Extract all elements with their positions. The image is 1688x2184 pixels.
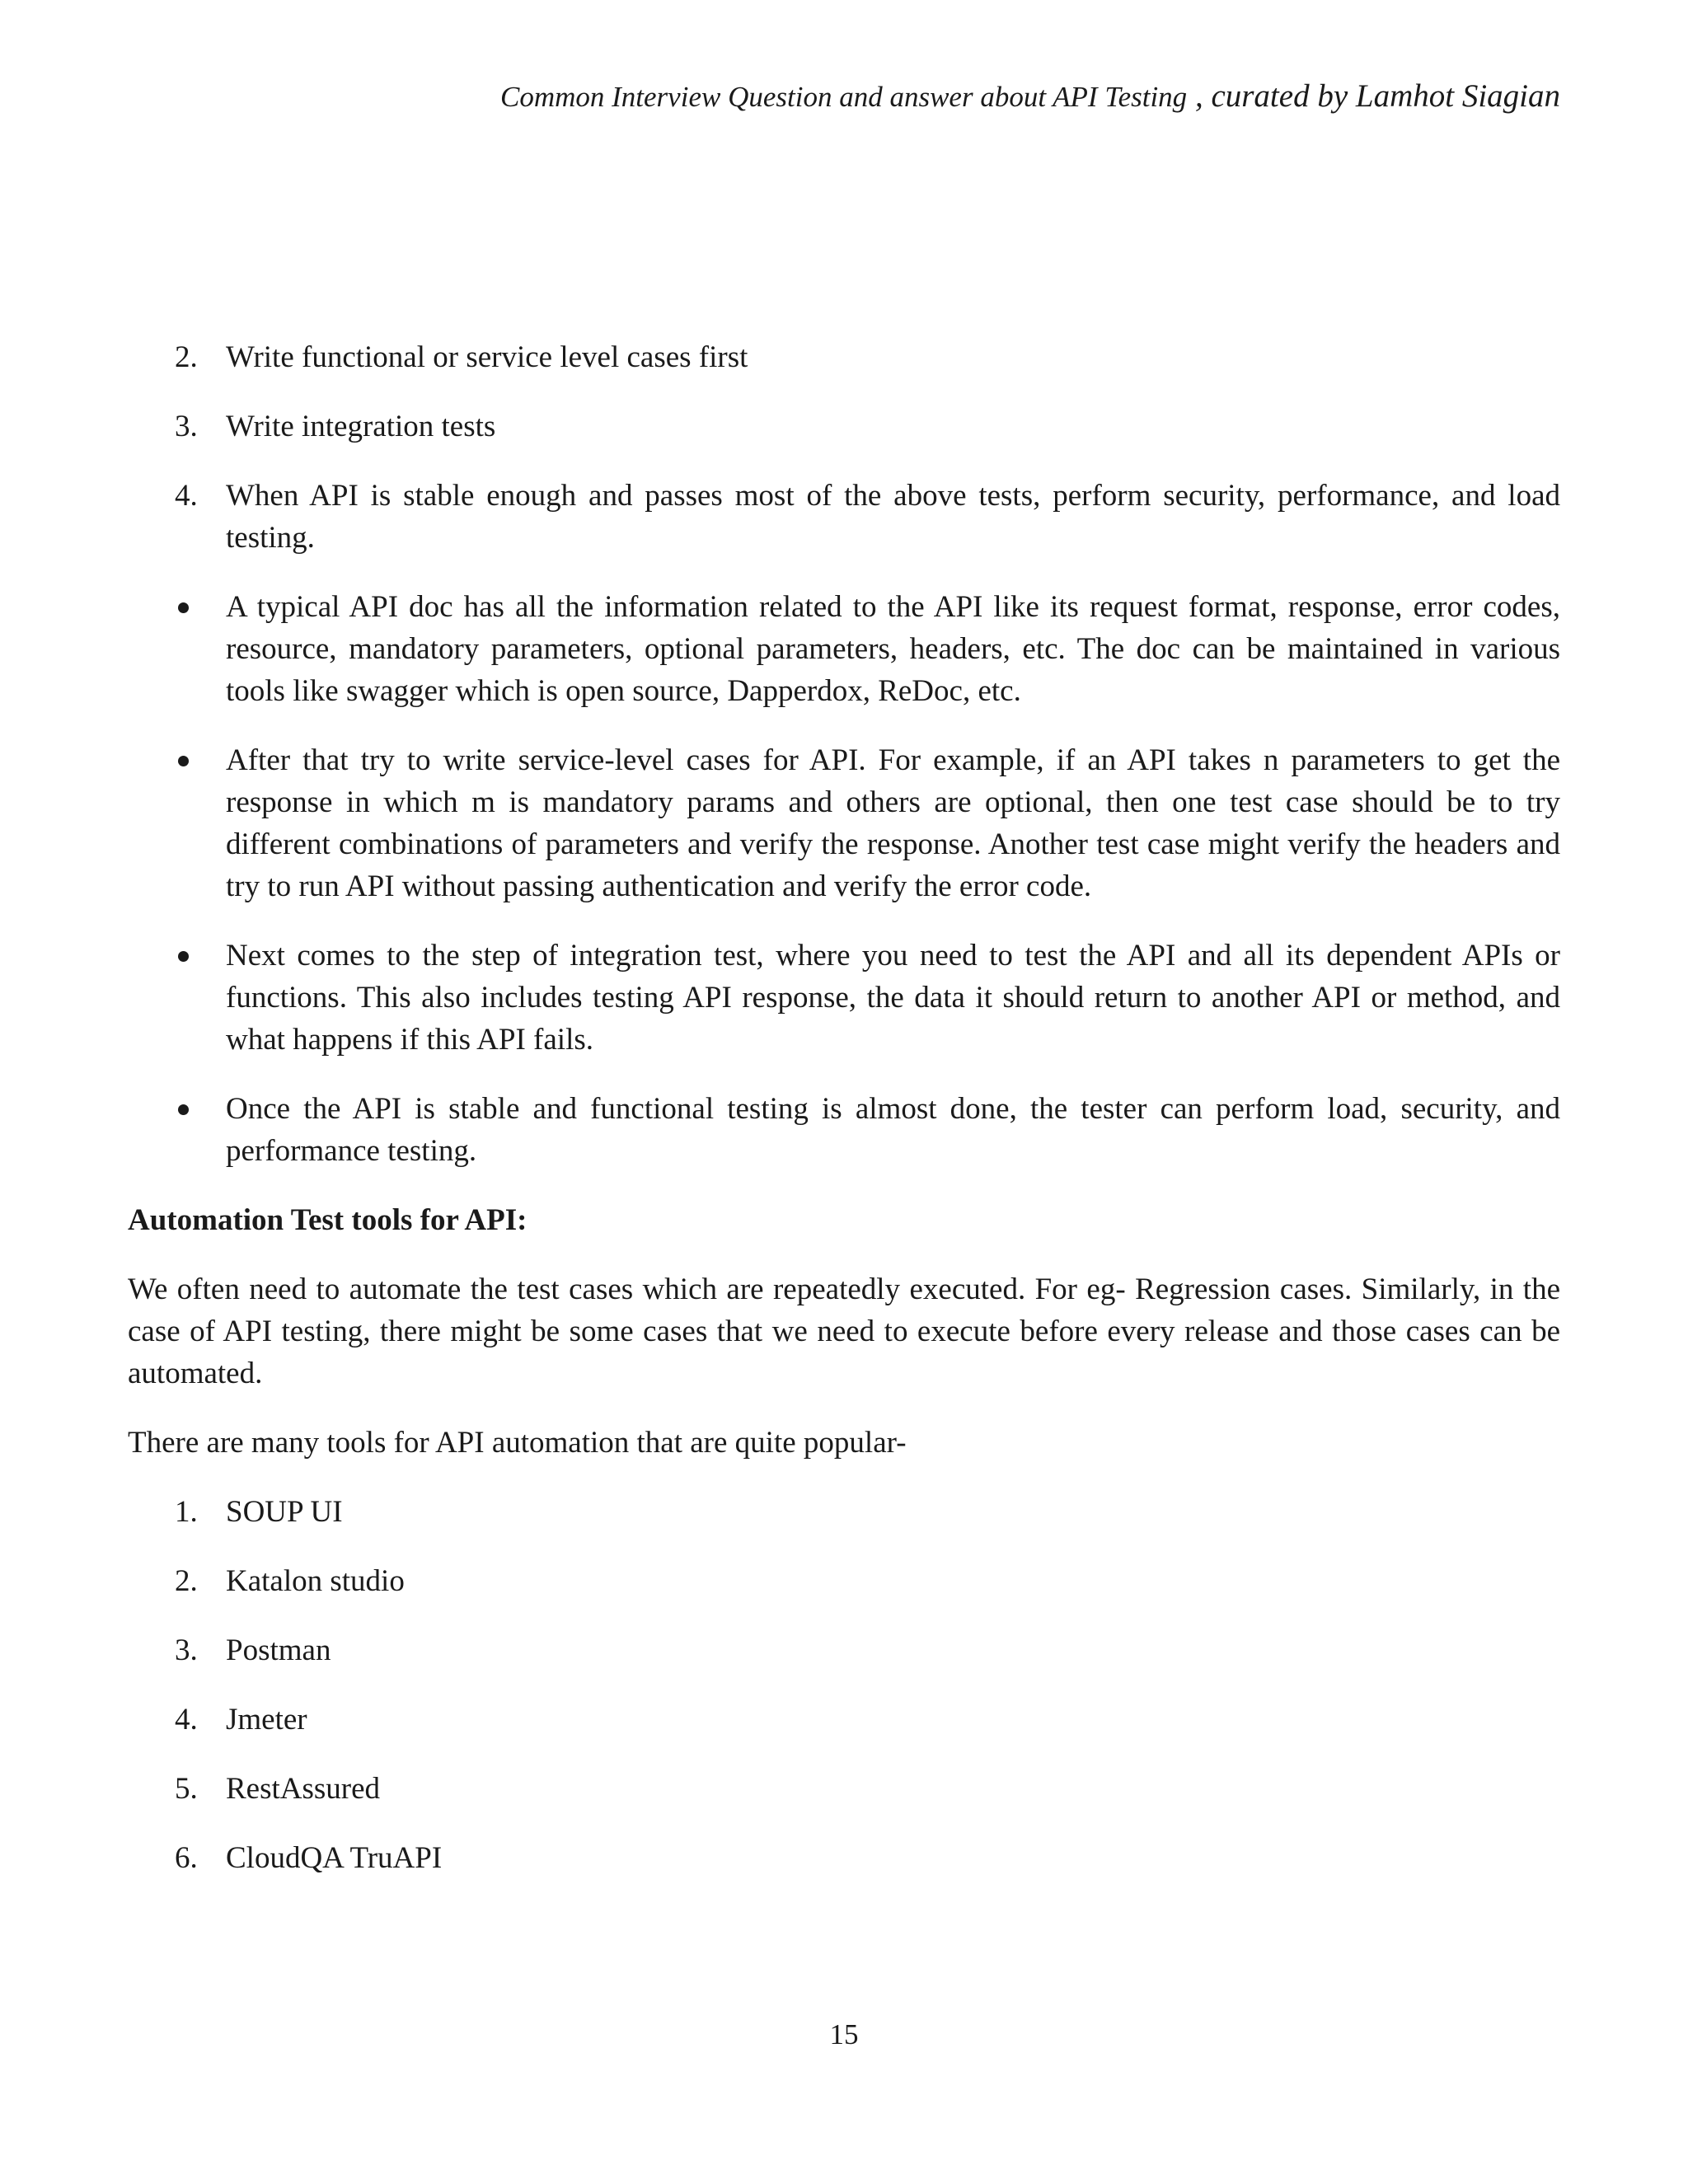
paragraph-tools-intro: There are many tools for API automation that are quite popular-	[128, 1426, 907, 1460]
list-item-text: Write functional or service level cases first	[226, 340, 748, 374]
list-item	[128, 1699, 1560, 1741]
list-item-text: CloudQA TruAPI	[226, 1841, 443, 1875]
list-item-text: SOUP UI	[226, 1495, 343, 1529]
page-number: 15	[829, 2018, 859, 2050]
list-item	[128, 586, 1560, 712]
list-item-text: RestAssured	[226, 1772, 381, 1806]
list-item	[128, 475, 1560, 559]
tools-list	[128, 1491, 1560, 1879]
list-item	[128, 1837, 1560, 1879]
paragraph-automation: We often need to automate the test cases which are repeatedly executed. For eg- Regression cases. Similarly, in the case of API testing, there might be some cases that we need to execute before every release and those cases can be automated.	[128, 1272, 1560, 1390]
list-item	[128, 739, 1560, 907]
list-number: 4.	[175, 1703, 198, 1736]
steps-list	[128, 336, 1560, 559]
list-number: 2.	[175, 340, 198, 374]
list-number: 3.	[175, 1633, 198, 1667]
list-item-text: Once the API is stable and functional testing is almost done, the tester can perform load, security, and performance testing.	[226, 1092, 1560, 1168]
section-heading: Automation Test tools for API:	[128, 1203, 528, 1237]
bullet-icon	[178, 1104, 189, 1115]
list-item	[128, 336, 1560, 378]
list-item-text: Jmeter	[226, 1703, 307, 1736]
list-number: 5.	[175, 1772, 198, 1806]
list-number: 2.	[175, 1564, 198, 1598]
list-number: 3.	[175, 410, 198, 443]
list-item	[128, 1768, 1560, 1810]
list-item	[128, 935, 1560, 1061]
header-separator: ,	[1187, 78, 1212, 114]
list-item	[128, 1491, 1560, 1533]
list-item-text: Katalon studio	[226, 1564, 405, 1598]
list-item	[128, 1560, 1560, 1602]
list-item-text: Write integration tests	[226, 410, 496, 443]
page-content	[128, 336, 1560, 1906]
list-item	[128, 405, 1560, 448]
list-number: 4.	[175, 479, 198, 513]
list-item-text: Postman	[226, 1633, 331, 1667]
list-number: 6.	[175, 1841, 198, 1875]
list-item	[128, 1629, 1560, 1671]
header-author: curated by Lamhot Siagian	[1211, 78, 1560, 114]
running-header	[500, 77, 1560, 115]
list-item	[128, 1088, 1560, 1172]
bullet-list	[128, 586, 1560, 1172]
list-item-text: A typical API doc has all the information related to the API like its request format, response, error codes, resource, mandatory parameters, optional parameters, headers, etc. The doc can be maintained in various tools like swagger which is open source, Dapperdox, ReDoc, etc.	[226, 590, 1560, 708]
bullet-icon	[178, 602, 189, 613]
list-item-text: After that try to write service-level cases for API. For example, if an API takes n parameters to get the response in which m is mandatory params and others are optional, then one test case should be to try different combinations of parameters and verify the response. Another test case might verify the headers and try to run API without passing authentication and verify the error code.	[226, 743, 1560, 903]
bullet-icon	[178, 951, 189, 962]
bullet-icon	[178, 756, 189, 766]
list-number: 1.	[175, 1495, 198, 1529]
header-title: Common Interview Question and answer about API Testing	[500, 81, 1188, 113]
list-item-text: When API is stable enough and passes most of the above tests, perform security, performance, and load testing.	[226, 479, 1560, 555]
list-item-text: Next comes to the step of integration test, where you need to test the API and all its dependent APIs or functions. This also includes testing API response, the data it should return to another API or method, and what happens if this API fails.	[226, 939, 1560, 1057]
